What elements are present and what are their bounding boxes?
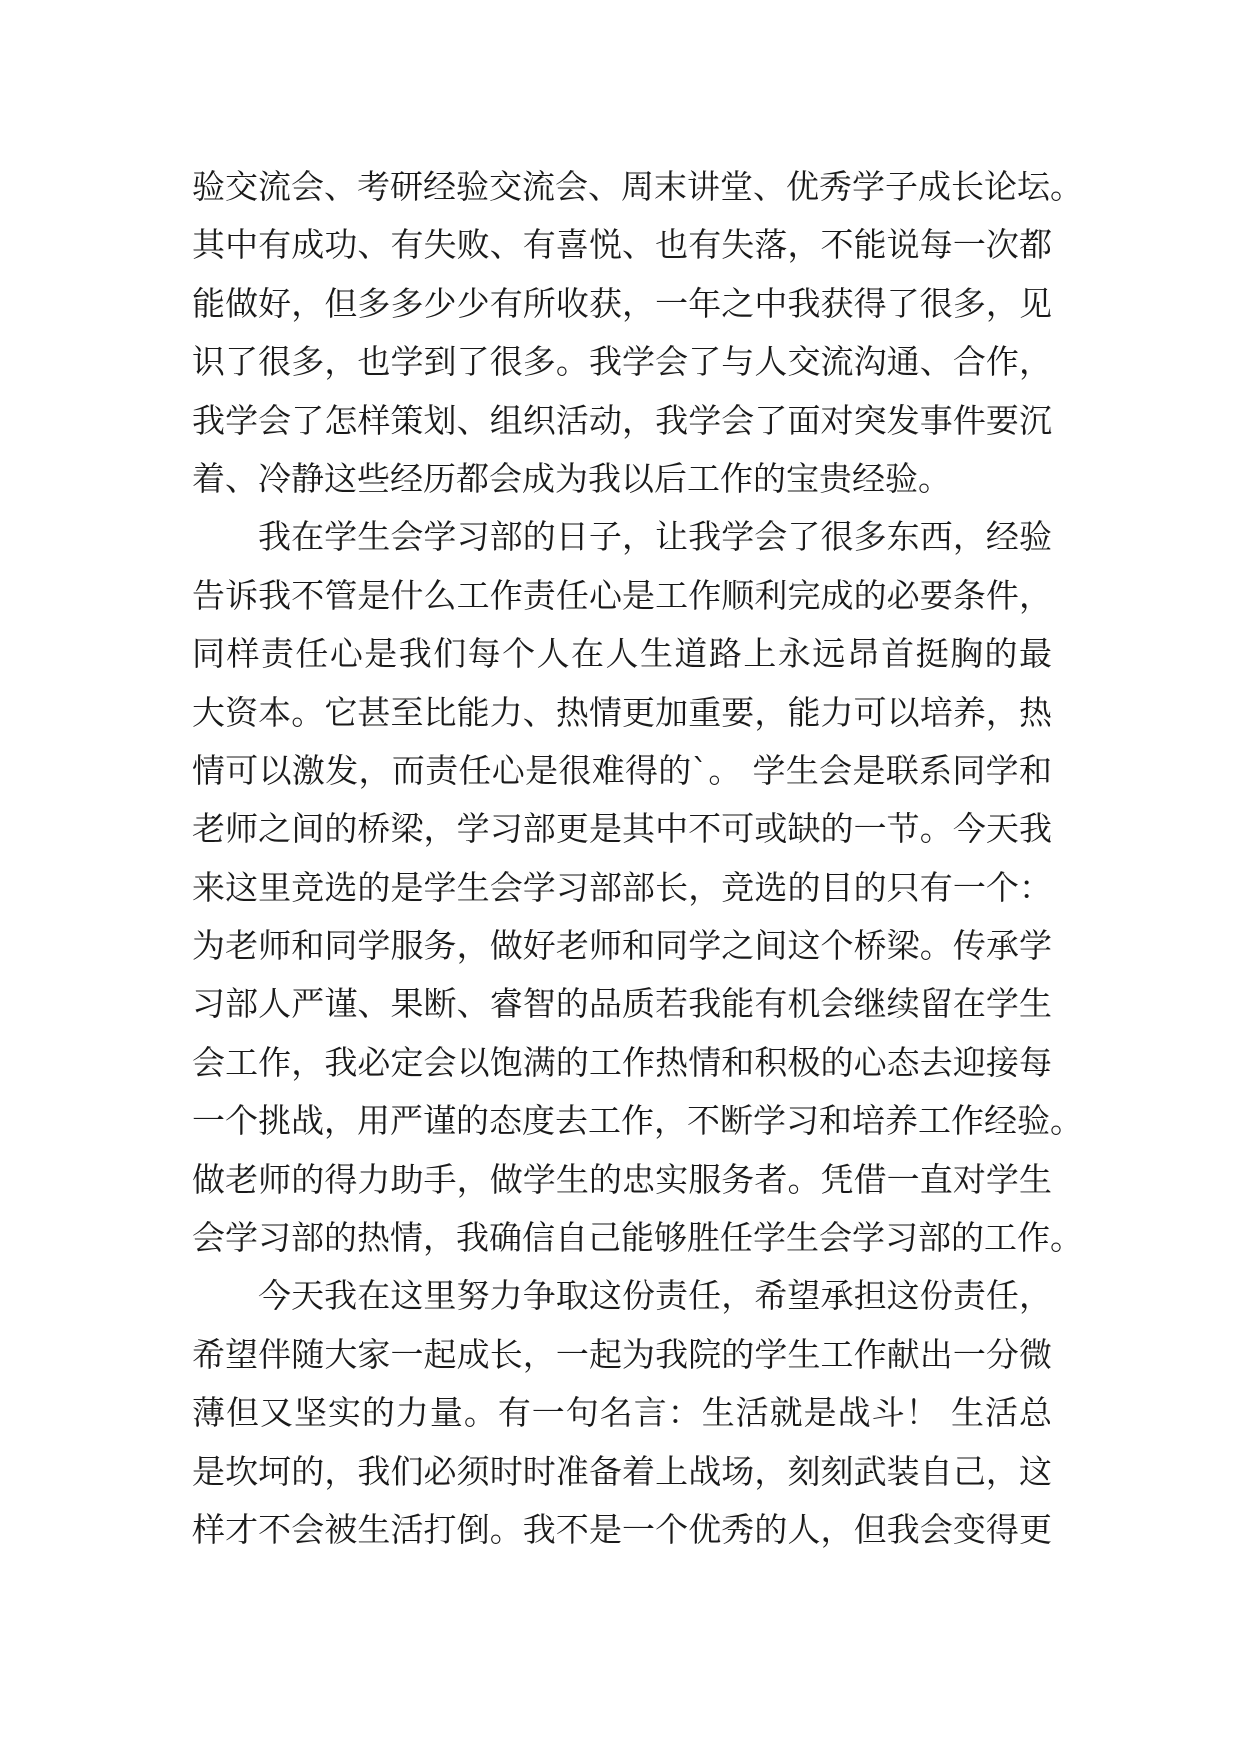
text-line: 会学习部的热情，我确信自己能够胜任学生会学习部的工作。 [192,1218,1083,1258]
body-text [192,158,1083,1559]
text-line: 会工作，我必定会以饱满的工作热情和积极的心态去迎接每 [192,1042,1052,1082]
text-line: 验交流会、考研经验交流会、周末讲堂、优秀学子成长论坛。 [192,167,1083,206]
text-line: 为老师和同学服务，做好老师和同学之间这个桥梁。传承学 [192,926,1052,966]
text-line: 习部人严谨、果断、睿智的品质若我能有机会继续留在学生 [192,984,1052,1024]
text-line: 来这里竞选的是学生会学习部部长，竞选的目的只有一个： [192,867,1052,907]
text-line: 情可以激发，而责任心是很难得的`。 学生会是联系同学和 [192,750,1052,790]
text-line: 告诉我不管是什么工作责任心是工作顺利完成的必要条件， [192,575,1052,615]
text-line: 我学会了怎样策划、组织活动，我学会了面对突发事件要沉 [192,400,1052,440]
text-line: 希望伴随大家一起成长，一起为我院的学生工作献出一分微 [192,1334,1052,1374]
paragraph-start-line: 我在学生会学习部的日子，让我学会了很多东西，经验 [258,517,1052,557]
text-line: 同样责任心是我们每个人在人生道路上永远昂首挺胸的最 [192,634,1052,674]
text-line: 薄但又坚实的力量。有一句名言：生活就是战斗！ 生活总 [192,1393,1052,1433]
text-line: 能做好，但多多少少有所收获，一年之中我获得了很多，见 [192,283,1052,323]
text-line: 其中有成功、有失败、有喜悦、也有失落，不能说每一次都 [192,225,1052,265]
text-line: 一个挑战，用严谨的态度去工作，不断学习和培养工作经验。 [192,1101,1083,1141]
text-line: 大资本。它甚至比能力、热情更加重要，能力可以培养，热 [192,692,1052,732]
paragraph-start-line: 今天我在这里努力争取这份责任，希望承担这份责任， [258,1276,1052,1316]
text-line: 着、冷静这些经历都会成为我以后工作的宝贵经验。 [192,458,951,498]
text-line: 老师之间的桥梁，学习部更是其中不可或缺的一节。今天我 [192,809,1052,849]
text-line: 做老师的得力助手，做学生的忠实服务者。凭借一直对学生 [192,1159,1052,1199]
text-line: 样才不会被生活打倒。我不是一个优秀的人，但我会变得更 [192,1509,1052,1549]
text-line: 是坎坷的，我们必须时时准备着上战场，刻刻武装自己，这 [192,1451,1052,1491]
text-line: 识了很多，也学到了很多。我学会了与人交流沟通、合作， [192,342,1052,382]
